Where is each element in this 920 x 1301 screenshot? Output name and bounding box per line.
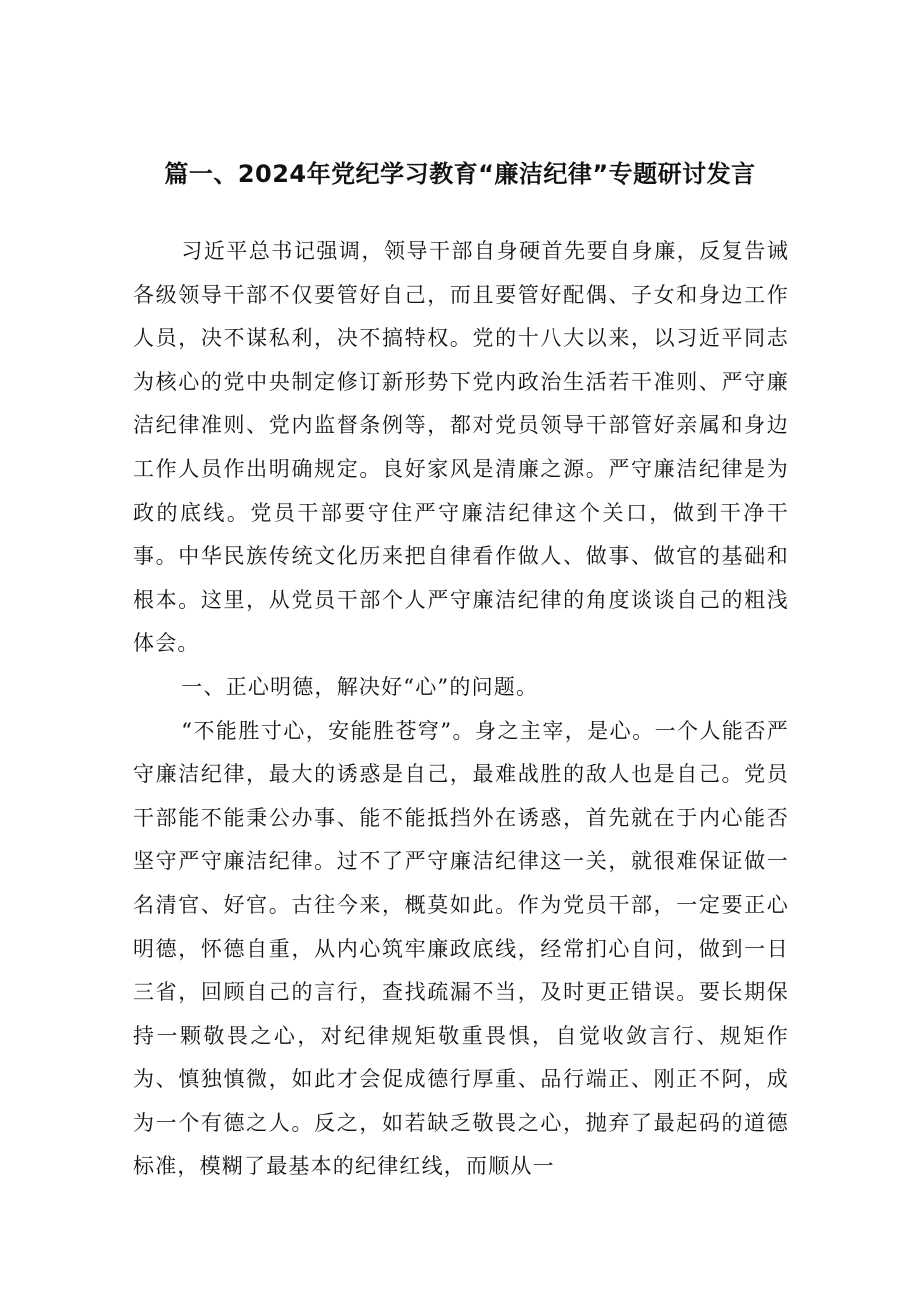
document-title: 篇一、2024年党纪学习教育“廉洁纪律”专题研讨发言 (164, 160, 756, 188)
paragraph-section-1: “不能胜寸心，安能胜苍穹”。身之主宰，是心。一个人能否严守廉洁纪律，最大的诱惑是自己，最难战胜的敌人也是自己。党员干部能不能秉公办事、能不能抵挡外在诱惑，首先就在于内心能否坚守严守廉洁纪律。过不了严守廉洁纪律这一关，就很难保证做一名清官、好官。古往今来，概莫如此。作为党员干部，一定要正心明德，怀德自重，从内心筑牢廉政底线，经常扪心自问，做到一日三省，回顾自己的言行，查找疏漏不当，及时更正错误。要长期保持一颗敬畏之心，对纪律规矩敬重畏惧，自觉收敛言行、规矩作为、慎独慎微，如此才会促成德行厚重、品行端正、刚正不阿，成为一个有德之人。反之，如若缺乏敬畏之心，抛弃了最起码的道德标准，模糊了最基本的纪律红线，而顺从一 (133, 718, 789, 1179)
paragraph-intro: 习近平总书记强调，领导干部自身硬首先要自身廉，反复告诫各级领导干部不仅要管好自己，而且要管好配偶、子女和身边工作人员，决不谋私利，决不搞特权。党的十八大以来，以习近平同志为核心的党中央制定修订新形势下党内政治生活若干准则、严守廉洁纪律准则、党内监督条例等，都对党员领导干部管好亲属和身边工作人员作出明确规定。良好家风是清廉之源。严守廉洁纪律是为政的底线。党员干部要守住严守廉洁纪律这个关口，做到干净干事。中华民族传统文化历来把自律看作做人、做事、做官的基础和根本。这里，从党员干部个人严守廉洁纪律的角度谈谈自己的粗浅体会。 (133, 239, 789, 656)
section-heading-1: 一、正心明德，解决好“心”的问题。 (181, 674, 539, 699)
document-body (133, 230, 789, 1189)
